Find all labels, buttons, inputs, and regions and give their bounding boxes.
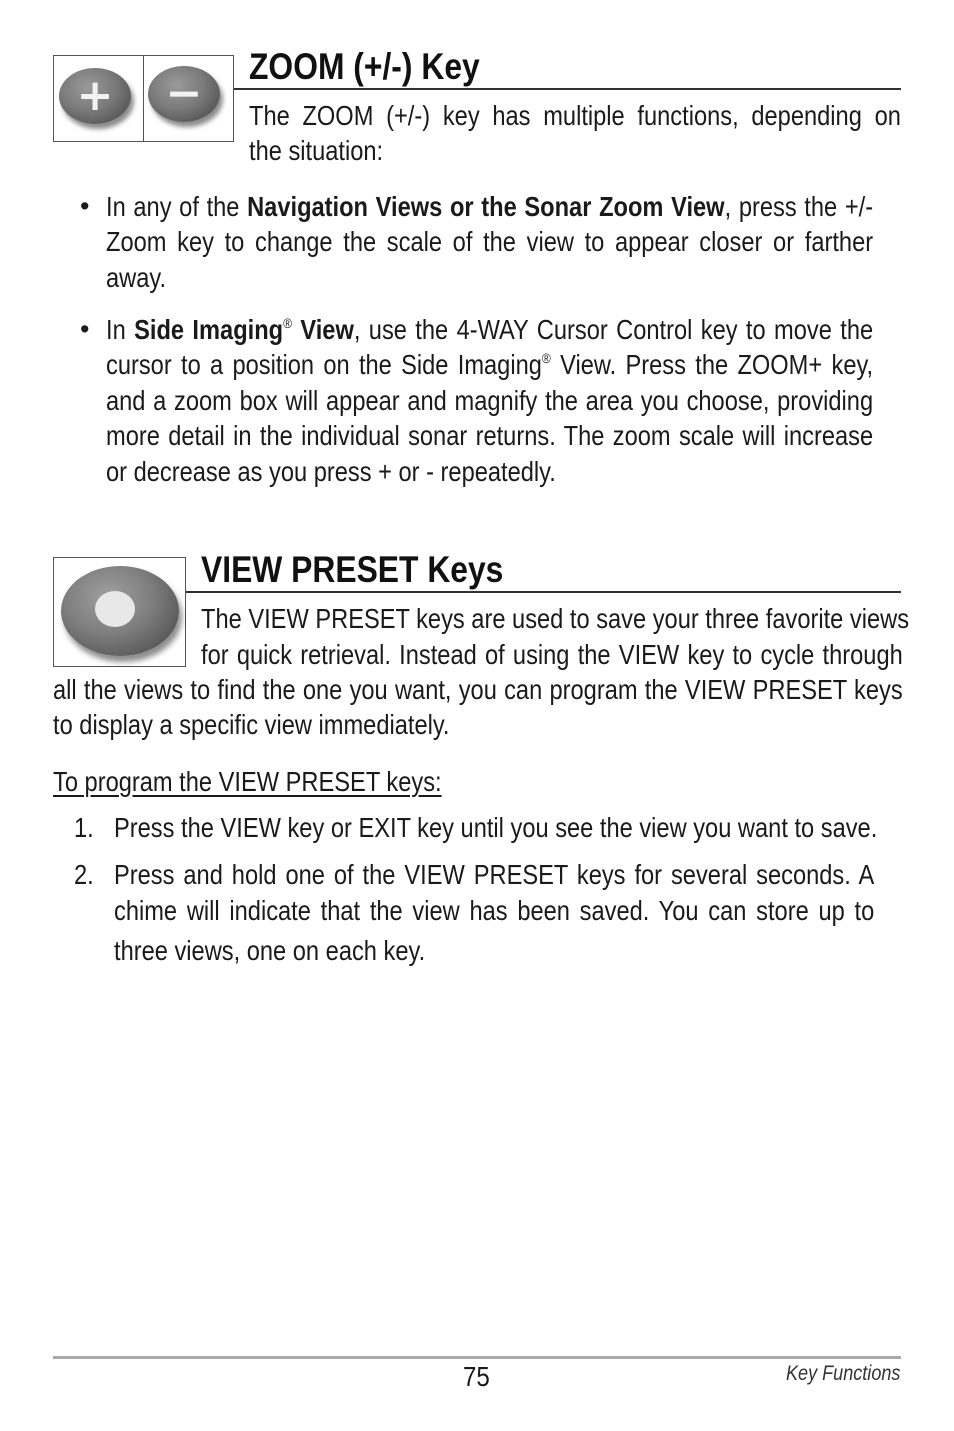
view-preset-heading-rule: [186, 591, 901, 593]
zoom-heading-rule: [234, 88, 901, 90]
preset-line-2: for quick retrieval. Instead of using the VIEW key to cycle through: [201, 639, 903, 670]
zoom-bullet-1-line-3: away.: [106, 262, 167, 293]
bullet-marker: •: [80, 314, 90, 344]
preset-line-3: all the views to find the one you want, you can program the VIEW PRESET keys: [53, 674, 903, 705]
preset-button-shape: [61, 566, 179, 656]
minus-key-icon: −: [148, 66, 220, 122]
zoom-heading: ZOOM (+/-) Key: [249, 46, 480, 87]
zoom-bullet-2-line-1: In Side Imaging® View, use the 4-WAY Cursor Control key to move the: [106, 314, 874, 345]
zoom-intro-line-2: the situation:: [249, 135, 384, 166]
zoom-intro-line-1: The ZOOM (+/-) key has multiple functions, depending on: [249, 100, 901, 131]
zoom-key-icons: [53, 55, 234, 142]
zoom-bullet-1-line-1: In any of the Navigation Views or the Sonar Zoom View, press the +/-: [106, 191, 874, 222]
icon-divider: [143, 56, 144, 141]
view-preset-heading: VIEW PRESET Keys: [201, 549, 504, 590]
step-1-line-1: Press the VIEW key or EXIT key until you see the view you want to save.: [114, 812, 878, 843]
step-2-line-1: Press and hold one of the VIEW PRESET keys for several seconds. A: [114, 859, 875, 890]
view-preset-key-icon: [53, 557, 186, 667]
footer-rule: [53, 1356, 901, 1359]
plus-key-icon: +: [59, 68, 131, 124]
program-subheading: To program the VIEW PRESET keys:: [53, 766, 442, 797]
step-2-line-2: chime will indicate that the view has been saved. You can store up to: [114, 895, 875, 926]
preset-line-4: to display a specific view immediately.: [53, 709, 450, 740]
zoom-bullet-2-line-2: cursor to a position on the Side Imaging® View. Press the ZOOM+ key,: [106, 349, 874, 380]
step-2-line-3: three views, one on each key.: [114, 935, 426, 966]
zoom-bullet-2-line-4: more detail in the individual sonar returns. The zoom scale will increase: [106, 420, 874, 451]
preset-line-1: The VIEW PRESET keys are used to save your three favorite views: [201, 603, 910, 634]
footer-section-title: Key Functions: [786, 1362, 901, 1385]
zoom-bullet-1-line-2: Zoom key to change the scale of the view to appear closer or farther: [106, 226, 874, 257]
page-number: 75: [463, 1361, 490, 1392]
zoom-bullet-2-line-3: and a zoom box will appear and magnify the area you choose, providing: [106, 385, 874, 416]
step-number: 1.: [74, 812, 94, 843]
zoom-bullet-2-line-5: or decrease as you press + or - repeatedly.: [106, 456, 556, 487]
step-number: 2.: [74, 859, 94, 890]
bullet-marker: •: [80, 191, 90, 221]
